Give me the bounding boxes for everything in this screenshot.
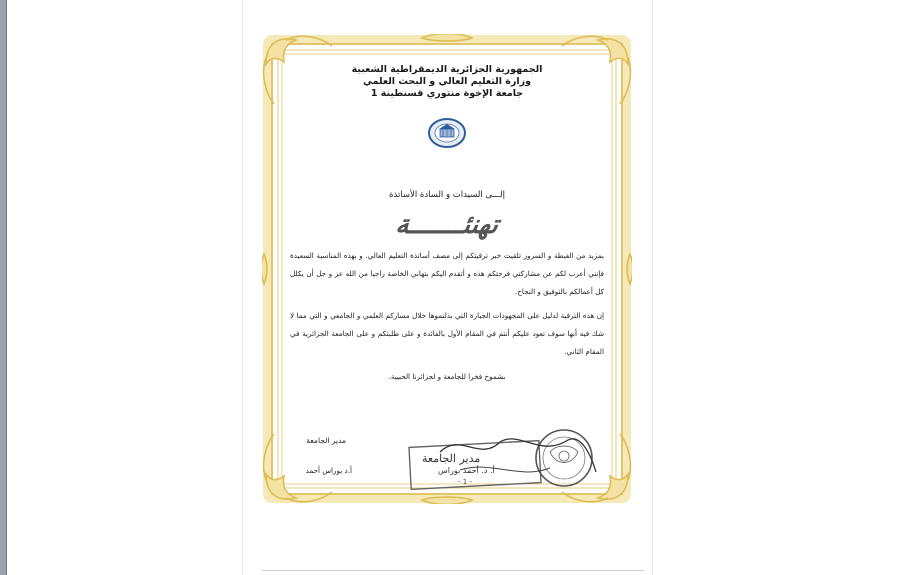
- certificate-title: تهنئـــــــة: [393, 210, 501, 240]
- stamp-text-title: مدير الجامعة: [422, 452, 481, 465]
- stamp-text-name: أ. د. أحمد بوراس: [438, 466, 495, 475]
- paragraph-1: بمزيد من الغبطة و السرور تلقيت خبر ترقيتكم إلى مصف أساتذة التعليم العالي. و بهذه المناسبة السعيدة فإنني أعرب لكم عن مشاركتي فرحتكم هذه و أتقدم اليكم بتهاني الخاصة راجيا من الله عز و جل أن يكلل كل أعمالكم بالتوفيق و النجاح.: [290, 251, 604, 296]
- header-country: الجمهورية الجزائرية الديمقراطية الشعبية: [351, 64, 543, 75]
- page-bottom-edge: [262, 570, 644, 571]
- paragraph-2: إن هذه الترقية لدليل على المجهودات الجبارة التي بذلتموها خلال مساركم العلمي و الجامعي و التي مما لا شك فيه أنها سوف تعود عليكم أنتم في المقام الأول بالفائدة و على طلبتكم و على الجامعة الجزائرية في المقام الثاني.: [290, 311, 604, 356]
- stamp-text-number: - 1 -: [458, 478, 472, 486]
- closing-line: بشموخ فخرا للجامعة و لجزائرنا الحبيبة.: [388, 372, 506, 381]
- header-university: جامعة الإخوة منتوري قسنطينة 1: [370, 88, 524, 99]
- signature-block: [290, 422, 604, 492]
- header-ministry: وزارة التعليم العالي و البحث العلمي: [363, 76, 531, 87]
- window-left-border: [0, 0, 7, 575]
- signature-name: أ.د بوراس أحمد: [305, 466, 352, 475]
- page-edge-right: [652, 0, 653, 575]
- university-logo-icon: [427, 113, 467, 153]
- certificate-document: [262, 34, 632, 504]
- signature-title: مدير الجامعة: [306, 436, 346, 445]
- page-edge-left: [242, 0, 243, 575]
- certificate-content: [290, 64, 604, 484]
- recipient-line: إلـــى السيدات و السادة الأساتذة: [389, 190, 505, 200]
